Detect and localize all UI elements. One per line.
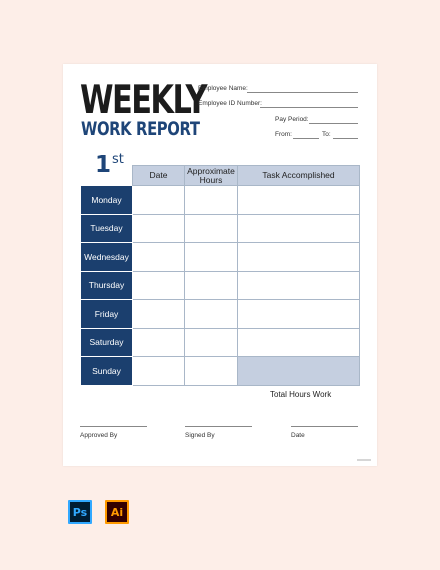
header-approximate-hours: Approximate Hours [185, 166, 238, 186]
date-cell[interactable] [133, 300, 185, 329]
hours-cell[interactable] [185, 243, 238, 272]
week-suffix: st [112, 152, 124, 167]
table-header-row [81, 166, 360, 186]
task-cell[interactable] [238, 214, 360, 243]
date-cell[interactable] [133, 186, 185, 215]
illustrator-icon[interactable] [105, 500, 129, 524]
to-line [333, 138, 358, 139]
date-line [291, 426, 358, 427]
approved-by-label: Approved By [80, 432, 118, 439]
date-cell[interactable] [133, 214, 185, 243]
date-cell[interactable] [133, 357, 185, 386]
photoshop-icon[interactable] [68, 500, 92, 524]
title-weekly: WEEKLY [80, 78, 207, 123]
pay-period-line [309, 123, 358, 124]
day-monday: Monday [81, 186, 133, 215]
task-cell[interactable] [238, 186, 360, 215]
table-row [81, 186, 360, 215]
employee-name-line [247, 92, 358, 93]
total-hours-cell [238, 357, 360, 386]
day-wednesday: Wednesday [81, 243, 133, 272]
day-sunday: Sunday [81, 357, 133, 386]
signed-by-line [185, 426, 252, 427]
header-blank [81, 166, 133, 186]
signed-by-label: Signed By [185, 432, 215, 439]
table-row [81, 357, 360, 386]
task-cell[interactable] [238, 328, 360, 357]
header-date: Date [133, 166, 185, 186]
table-row [81, 271, 360, 300]
date-cell[interactable] [133, 328, 185, 357]
date-cell[interactable] [133, 271, 185, 300]
from-label: From: [275, 131, 292, 138]
date-cell[interactable] [133, 243, 185, 272]
photoshop-icon-label: Ps [72, 505, 88, 519]
hours-cell[interactable] [185, 328, 238, 357]
task-cell[interactable] [238, 243, 360, 272]
hours-cell[interactable] [185, 186, 238, 215]
pay-period-label: Pay Period: [275, 116, 309, 123]
date-label: Date [291, 432, 305, 439]
day-friday: Friday [81, 300, 133, 329]
header-task-accomplished: Task Accomplished [238, 166, 360, 186]
day-tuesday: Tuesday [81, 214, 133, 243]
week-number: 1 [95, 152, 112, 178]
hours-cell[interactable] [185, 271, 238, 300]
approved-by-line [80, 426, 147, 427]
hours-cell[interactable] [185, 214, 238, 243]
task-cell[interactable] [238, 271, 360, 300]
employee-id-label: Employee ID Number: [198, 100, 262, 107]
table-row [81, 300, 360, 329]
title-work-report: WORK REPORT [81, 118, 200, 140]
to-label: To: [322, 131, 331, 138]
task-cell[interactable] [238, 300, 360, 329]
day-thursday: Thursday [81, 271, 133, 300]
work-report-table [80, 165, 360, 386]
table-row [81, 243, 360, 272]
employee-name-label: Employee Name: [198, 85, 248, 92]
illustrator-icon-label: Ai [110, 505, 124, 519]
day-saturday: Saturday [81, 328, 133, 357]
employee-id-line [260, 107, 358, 108]
total-hours-label: Total Hours Work [270, 390, 332, 399]
table-row [81, 328, 360, 357]
hours-cell[interactable] [185, 357, 238, 386]
from-line [293, 138, 319, 139]
report-sheet [63, 64, 377, 466]
hours-cell[interactable] [185, 300, 238, 329]
sheet-footer-mark [357, 459, 371, 461]
table-row [81, 214, 360, 243]
